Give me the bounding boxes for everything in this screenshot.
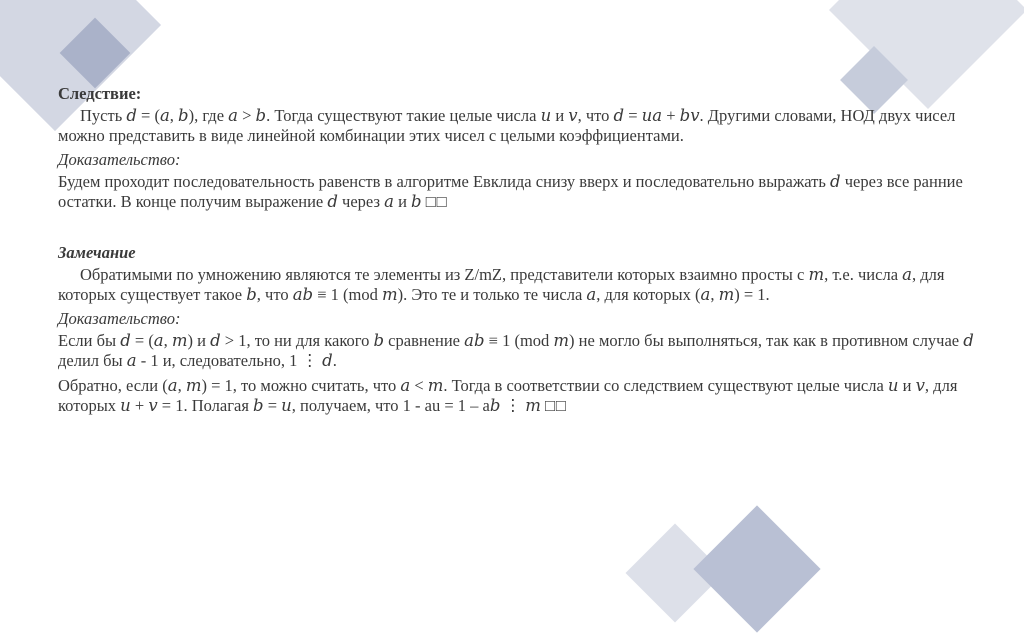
qed-mark: □□ (425, 192, 448, 211)
section-spacer (58, 212, 978, 243)
remark-proof-body: Обратно, если (𝑎, 𝑚) = 1, то можно считать, что 𝑎 < 𝑚. Тогда в соответствии со следствием существуют целые числа 𝑢 и 𝑣, для которых 𝑢 + 𝑣 = 1. Полагая 𝑏 = 𝑢, получаем, что 1 - au = 1 – a𝑏 ⋮ 𝑚 (58, 376, 958, 415)
corollary-title: Следствие: (58, 84, 142, 103)
remark-title: Замечание (58, 243, 136, 262)
slide-content (58, 84, 978, 416)
decor-diamond-bottom-right (693, 505, 820, 632)
remark-statement: Обратимыми по умножению являются те элементы из Z/mZ, представители которых взаимно просты с 𝑚, т.е. числа 𝑎, для которых существует такое 𝑏, что 𝑎𝑏 ≡ 1 (mod 𝑚). Это те и только те числа 𝑎, для которых (𝑎, 𝑚) = 1. (58, 265, 945, 304)
corollary-proof-body: Будем проходит последовательность равенств в алгоритме Евклида снизу вверх и последовательно выражать 𝑑 через все ранние остатки. В конце получим выражение 𝑑 через 𝑎 и 𝑏 (58, 172, 963, 211)
remark-proof-label: Доказательство: (58, 309, 181, 328)
corollary-proof-label: Доказательство: (58, 150, 181, 169)
corollary-statement: Пусть 𝑑 = (𝑎, 𝑏), где 𝑎 > 𝑏. Тогда существуют такие целые числа 𝑢 и 𝑣, что 𝑑 = 𝑢𝑎 + 𝑏𝑣. Другими словами, НОД двух чисел можно представить в виде линейной комбинации этих чисел с целыми коэффициентами. (58, 106, 956, 145)
remark-proof-paragraph-2 (58, 376, 978, 416)
corollary-proof-text (58, 172, 978, 212)
remark-proof-paragraph-1: Если бы 𝑑 = (𝑎, 𝑚) и 𝑑 > 1, то ни для какого 𝑏 сравнение 𝑎𝑏 ≡ 1 (mod 𝑚) не могло бы выполняться, так как в противном случае 𝑑 делил бы 𝑎 - 1 и, следовательно, 1 ⋮ 𝑑. (58, 331, 974, 370)
qed-mark: □□ (544, 396, 567, 415)
